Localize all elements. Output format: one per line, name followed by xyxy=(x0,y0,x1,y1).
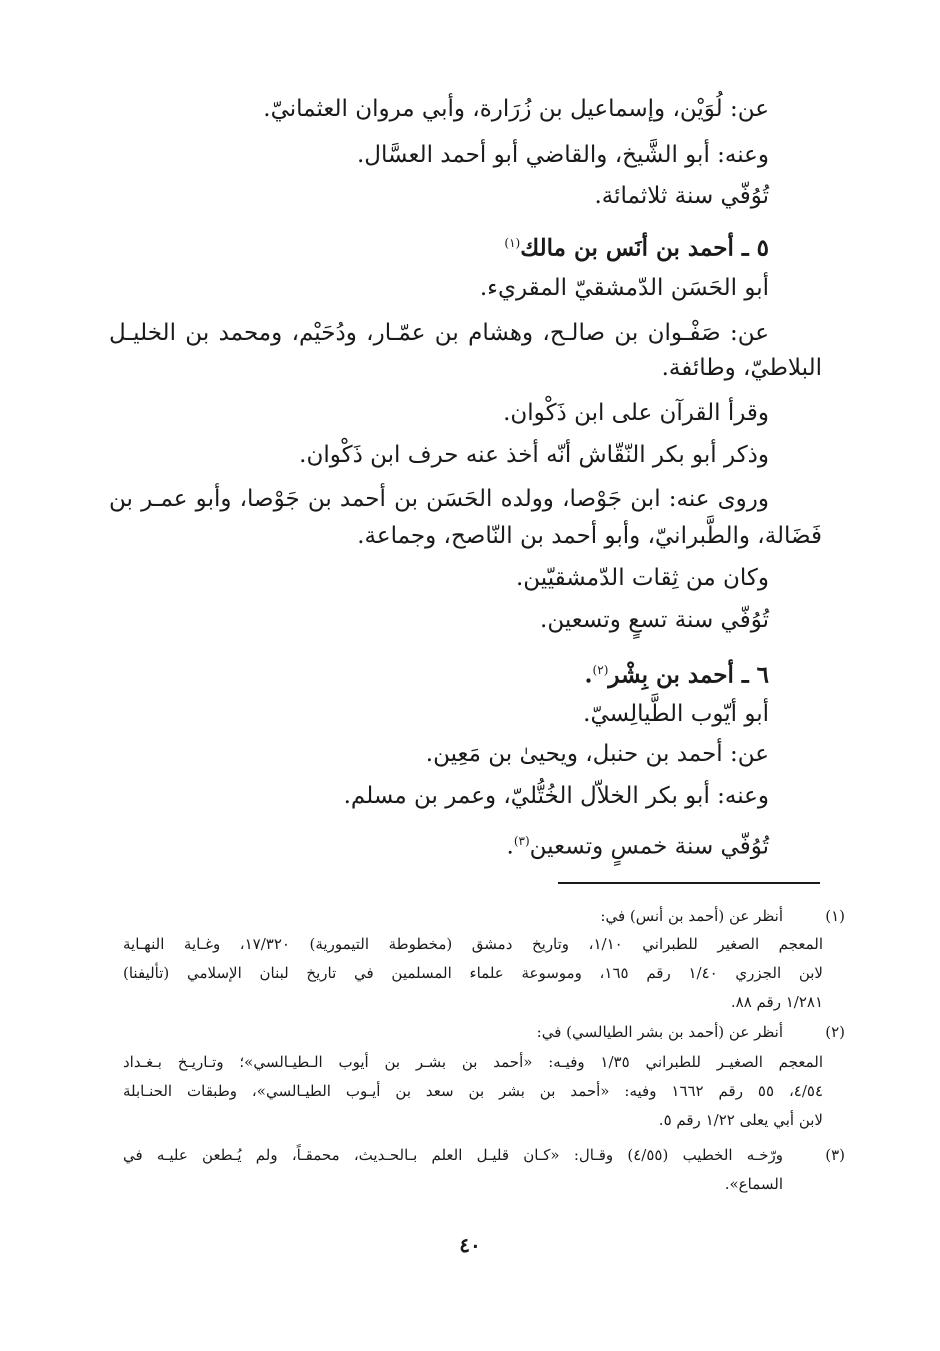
body-line: وقرأ القرآن على ابن ذَكْوان. xyxy=(503,400,769,426)
footnote-ref: (٢) xyxy=(592,663,609,677)
body-line xyxy=(507,824,769,858)
body-line: وعنه: أبو الشَّيخ، والقاضي أبو أحمد العسَّال. xyxy=(356,142,769,168)
body-line: عن: صَفْـوان بن صالـح، وهشام بن عمّـار، ودُحَيْم، ومحمد بن الخليـل xyxy=(109,320,769,346)
body-text: . xyxy=(506,833,514,860)
body-text: تُوُفّي سنة خمسٍ وتسعين xyxy=(529,833,769,860)
footnote-line: لابن أبي يعلى ١/٢٢ رقم ٥. xyxy=(658,1111,823,1129)
heading-end: . xyxy=(584,661,593,689)
body-line: أبو أيّوب الطَّيالِسيّ. xyxy=(583,701,769,727)
footnote-line: ١/٢٨١ رقم ٨٨. xyxy=(730,993,823,1011)
body-line: عن: أحمد بن حنبل، ويحيىٰ بن مَعِين. xyxy=(425,741,769,767)
footnote-separator xyxy=(558,882,820,884)
footnote-line: أنظر عن (أحمد بن بشر الطيالسي) في: xyxy=(536,1023,783,1041)
body-line: وعنه: أبو بكر الخلاّل الخُتُّليّ، وعمر بن مسلم. xyxy=(343,783,769,809)
footnote-line: أنظر عن (أحمد بن أنس) في: xyxy=(600,907,783,925)
body-line: وروى عنه: ابن جَوْصا، وولده الحَسَن بن أحمد بن جَوْصا، وأبو عمـر بن xyxy=(109,486,769,512)
body-line: تُوُفّي سنة تسعٍ وتسعين. xyxy=(540,607,769,633)
body-line: فَضَالة، والطَّبرانيّ، وأبو أحمد بن النّاصح، وجماعة. xyxy=(357,523,822,549)
footnote-line: المعجم الصغير للطبراني ١/١٠، وتاريخ دمشق (مخطوطة التيمورية) ١٧/٣٢٠، وغـاية النهـاية xyxy=(123,935,823,953)
entry-heading xyxy=(585,653,769,687)
body-line: أبو الحَسَن الدّمشقيّ المقريء. xyxy=(479,275,769,301)
body-line: تُوُفّي سنة ثلاثمائة. xyxy=(594,183,769,209)
footnote-ref: (١) xyxy=(504,236,521,250)
entry-heading xyxy=(504,226,769,260)
footnote-ref: (٣) xyxy=(513,834,530,848)
footnote-line: المعجم الصغيـر للطبراني ١/٣٥ وفيـه: «أحمد بن بشـر بن أيوب الـطيـالسي»؛ وتـاريـخ بـغـداد xyxy=(123,1053,823,1071)
footnote-number: (٢) xyxy=(825,1023,845,1041)
body-line: وذكر أبو بكر النّقّاش أنّه أخذ عنه حرف ابن ذَكْوان. xyxy=(299,442,769,468)
footnote-line: السماع». xyxy=(724,1175,783,1193)
footnote-line: ورّخـه الخطيب (٤/٥٥) وقـال: «كـان قليـل العلم بـالحـديث، محمقـاً، ولم يُـطعن عليـه في xyxy=(123,1146,783,1164)
body-line: عن: لُوَيْن، وإسماعيل بن زُرَارة، وأبي مروان العثمانيّ. xyxy=(263,96,769,122)
footnote-number: (٣) xyxy=(825,1146,845,1164)
footnote-number: (١) xyxy=(825,907,845,925)
footnote-line: ٤/٥٤، ٥٥ رقم ١٦٦٢ وفيه: «أحمد بن بشر بن سعد بن أيـوب الطيـالسي»، وطبقات الحنـابلة xyxy=(123,1082,824,1100)
body-line: البلاطيّ، وطائفة. xyxy=(661,355,822,381)
footnote-line: لابن الجزري ١/٤٠ رقم ١٦٥، وموسوعة علماء المسلمين في تاريخ لبنان الإسلامي (تأليفنا) xyxy=(123,964,823,982)
entry-title: ٥ ـ أحمد بن أنَس بن مالك xyxy=(520,234,769,262)
body-line: وكان من ثِقات الدّمشقيّين. xyxy=(515,565,769,591)
page-number: ٤٠ xyxy=(459,1233,481,1257)
entry-title: ٦ ـ أحمد بن بِشْر xyxy=(608,661,769,689)
